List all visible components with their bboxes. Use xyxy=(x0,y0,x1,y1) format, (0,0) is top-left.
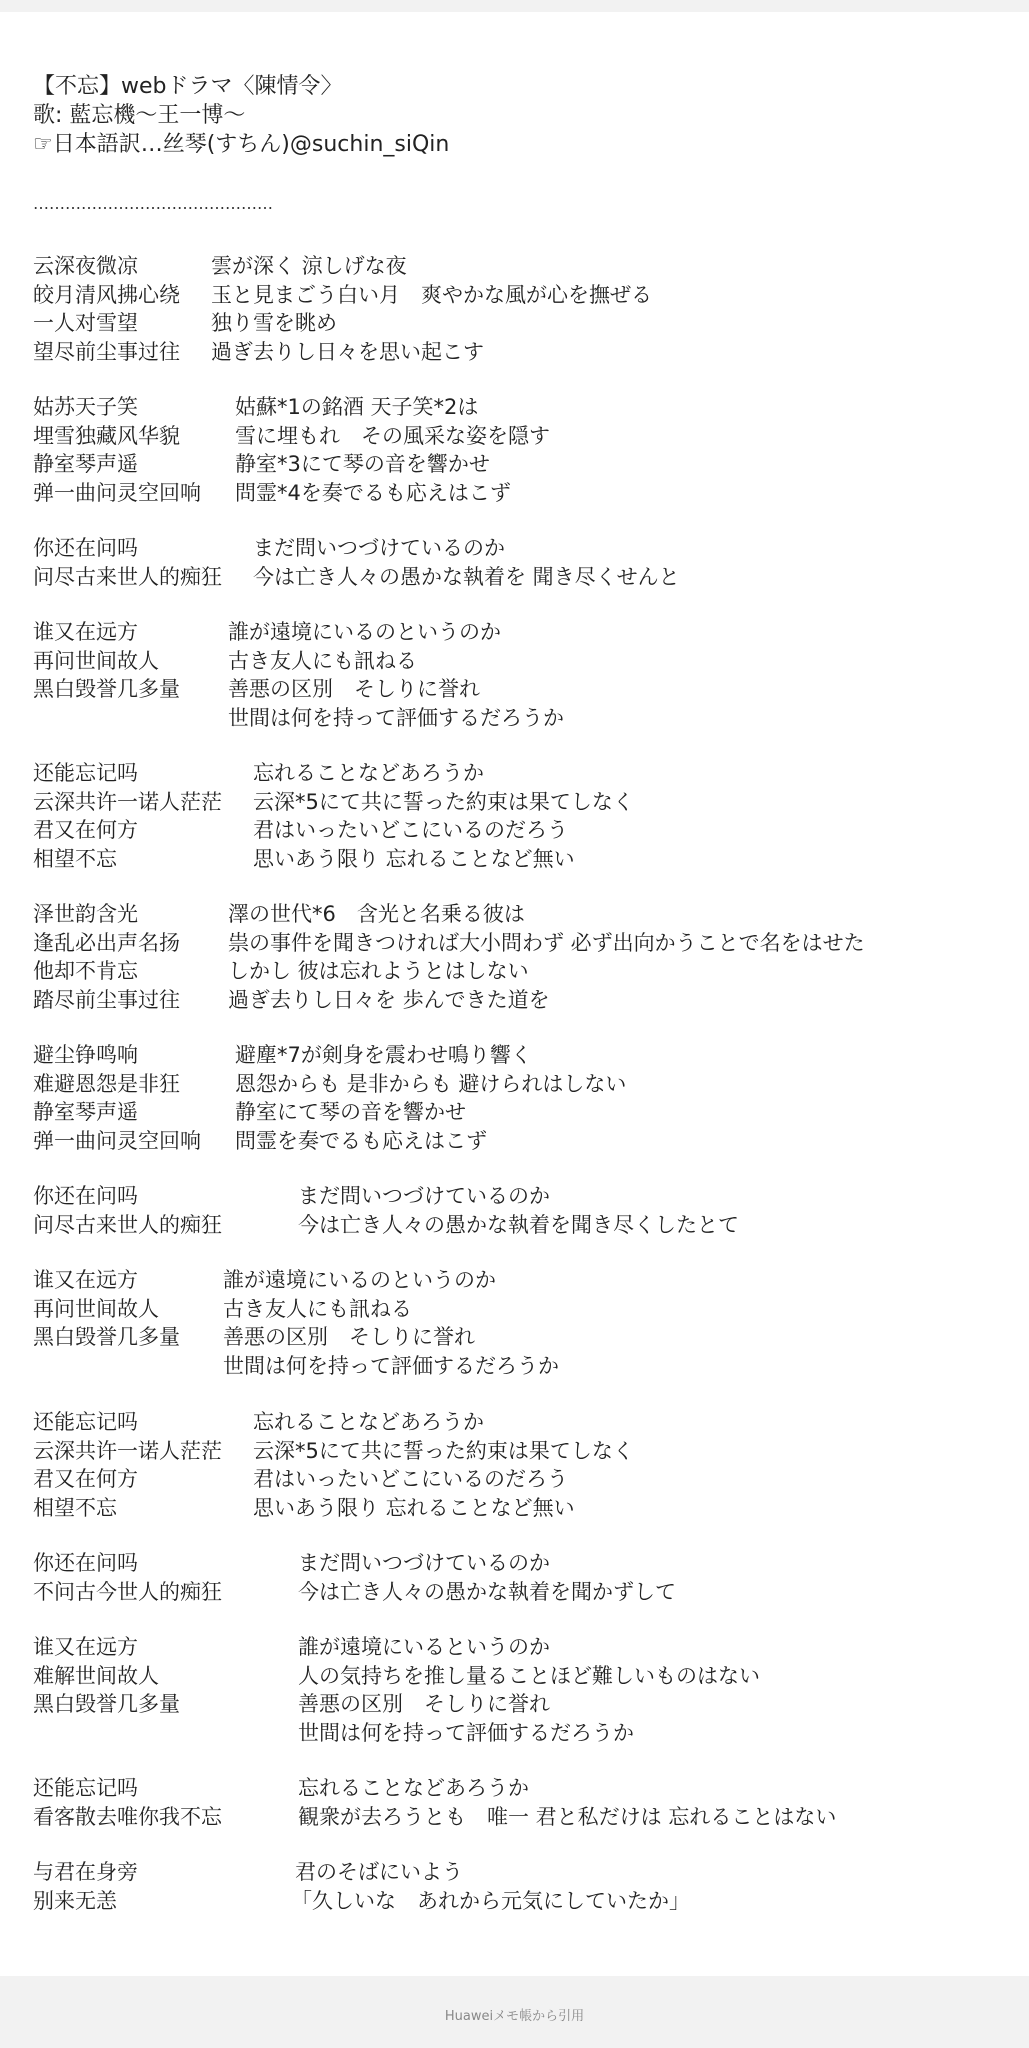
singer-line: 歌: 藍忘機〜王一博〜 xyxy=(33,103,246,128)
lyric-line xyxy=(33,788,1013,817)
song-title: 【不忘】webドラマ〈陳情令〉 xyxy=(33,74,343,99)
chinese-lyric: 相望不忘 xyxy=(33,846,117,871)
japanese-translation: 独り雪を眺め xyxy=(211,311,337,336)
japanese-translation: 過ぎ去りし日々を 歩んできた道を xyxy=(228,987,550,1012)
japanese-translation: 君はいったいどこにいるのだろう xyxy=(253,1467,568,1492)
lyric-line xyxy=(33,450,1013,479)
lyric-stanza xyxy=(33,1549,1013,1606)
chinese-lyric: 埋雪独藏风华貌 xyxy=(33,423,180,448)
lyric-line xyxy=(33,563,1013,592)
chinese-lyric: 逢乱必出声名扬 xyxy=(33,930,180,955)
chinese-lyric: 避尘铮鸣响 xyxy=(33,1043,138,1067)
japanese-translation: 世間は何を持って評価するだろうか xyxy=(298,1720,634,1745)
japanese-translation: 問霊を奏でるも応えはこず xyxy=(235,1128,487,1153)
japanese-translation: 善悪の区別 そしりに誉れ xyxy=(223,1325,475,1350)
memo-page xyxy=(0,12,1029,1976)
lyric-line xyxy=(33,1494,1013,1523)
lyric-line xyxy=(33,647,1013,676)
lyric-stanza xyxy=(33,900,1013,1014)
lyric-stanza xyxy=(33,534,1013,591)
japanese-translation: 今は亡き人々の愚かな執着を聞き尽くしたとて xyxy=(298,1212,739,1237)
chinese-lyric: 谁又在远方 xyxy=(33,1635,138,1659)
japanese-translation: 人の気持ちを推し量ることほど難しいものはない xyxy=(298,1663,760,1688)
lyric-line xyxy=(33,1127,1013,1156)
dotted-separator: ……………………………………… xyxy=(33,194,273,213)
lyric-line xyxy=(33,1887,1013,1916)
chinese-lyric: 相望不忘 xyxy=(33,1495,117,1520)
chinese-lyric: 静室琴声遥 xyxy=(33,1100,138,1125)
chinese-lyric: 再问世间故人 xyxy=(33,1296,159,1321)
japanese-translation: 云深*5にて共に誓った約束は果てしなく xyxy=(253,1438,634,1463)
japanese-translation: 祟の事件を聞きつければ大小問わず 必ず出向かうことで名をはせた xyxy=(228,930,865,955)
lyric-line xyxy=(33,1690,1013,1719)
lyric-line xyxy=(33,534,1013,563)
chinese-lyric: 黑白毁誉几多量 xyxy=(33,1325,180,1350)
japanese-translation: 忘れることなどあろうか xyxy=(253,761,484,785)
lyric-stanza xyxy=(33,1858,1013,1915)
lyric-line xyxy=(33,1041,1013,1070)
lyric-line xyxy=(33,957,1013,986)
japanese-translation: 忘れることなどあろうか xyxy=(298,1776,529,1800)
chinese-lyric: 君又在何方 xyxy=(33,818,138,843)
lyric-line xyxy=(33,1549,1013,1578)
japanese-translation: まだ問いつづけているのか xyxy=(298,1551,550,1575)
lyric-line xyxy=(33,309,1013,338)
lyric-line xyxy=(33,1211,1013,1240)
lyric-stanza xyxy=(33,393,1013,507)
japanese-translation: 思いあう限り 忘れることなど無い xyxy=(253,1495,575,1520)
footer-source-text: Huaweiメモ帳から引用 xyxy=(444,2009,585,2024)
japanese-translation: 避塵*7が剣身を震わせ鳴り響く xyxy=(235,1043,532,1067)
lyric-line xyxy=(33,252,1013,281)
japanese-translation: 玉と見まごう白い月 爽やかな風が心を撫ぜる xyxy=(211,282,652,307)
japanese-translation: 古き友人にも訊ねる xyxy=(223,1296,412,1321)
lyric-line xyxy=(33,1719,1013,1748)
japanese-translation: 静室*3にて琴の音を響かせ xyxy=(235,452,490,477)
lyric-line xyxy=(33,1858,1013,1887)
japanese-translation: 澤の世代*6 含光と名乗る彼は xyxy=(228,902,525,926)
japanese-translation: 雪に埋もれ その風采な姿を隠す xyxy=(235,423,550,448)
lyric-line xyxy=(33,422,1013,451)
japanese-translation: 静室にて琴の音を響かせ xyxy=(235,1100,466,1125)
lyric-stanza xyxy=(33,1408,1013,1522)
chinese-lyric: 不问古今世人的痴狂 xyxy=(33,1579,222,1604)
chinese-lyric: 难避恩怨是非狂 xyxy=(33,1071,180,1096)
japanese-translation: 誰が遠境にいるのというのか xyxy=(228,620,501,644)
lyric-line xyxy=(33,1803,1013,1832)
chinese-lyric: 黑白毁誉几多量 xyxy=(33,1692,180,1717)
lyric-line xyxy=(33,618,1013,647)
japanese-translation: まだ問いつづけているのか xyxy=(298,1184,550,1208)
lyric-line xyxy=(33,281,1013,310)
chinese-lyric: 谁又在远方 xyxy=(33,620,138,644)
japanese-translation: 思いあう限り 忘れることなど無い xyxy=(253,846,575,871)
lyric-line xyxy=(33,1323,1013,1352)
chinese-lyric: 还能忘记吗 xyxy=(33,1776,138,1800)
japanese-translation: 「久しいな あれから元気にしていたか」 xyxy=(291,1888,690,1913)
japanese-translation: 君のそばにいよう xyxy=(295,1860,463,1884)
memo-header xyxy=(33,72,449,159)
chinese-lyric: 问尽古来世人的痴狂 xyxy=(33,564,222,589)
chinese-lyric: 你还在问吗 xyxy=(33,1184,138,1208)
chinese-lyric: 别来无恙 xyxy=(33,1888,117,1913)
japanese-translation: 問霊*4を奏でるも応えはこず xyxy=(235,480,511,505)
chinese-lyric: 谁又在远方 xyxy=(33,1268,138,1292)
lyric-stanza xyxy=(33,1633,1013,1747)
lyric-line xyxy=(33,1578,1013,1607)
japanese-translation: 世間は何を持って評価するだろうか xyxy=(228,705,564,730)
lyric-line xyxy=(33,1662,1013,1691)
lyric-line xyxy=(33,1070,1013,1099)
lyric-line xyxy=(33,1408,1013,1437)
lyric-line xyxy=(33,900,1013,929)
lyric-line xyxy=(33,816,1013,845)
chinese-lyric: 弹一曲问灵空回响 xyxy=(33,480,201,505)
lyric-stanza xyxy=(33,1041,1013,1155)
chinese-lyric: 静室琴声遥 xyxy=(33,452,138,477)
translator-credit: ☞日本語訳…丝琴(すちん)@suchin_siQin xyxy=(33,132,450,157)
chinese-lyric: 泽世韵含光 xyxy=(33,902,138,926)
chinese-lyric: 你还在问吗 xyxy=(33,1551,138,1575)
lyric-line xyxy=(33,338,1013,367)
lyric-line xyxy=(33,704,1013,733)
japanese-translation: 姑蘇*1の銘酒 天子笑*2は xyxy=(235,395,479,419)
chinese-lyric: 你还在问吗 xyxy=(33,536,138,560)
lyric-line xyxy=(33,986,1013,1015)
chinese-lyric: 皎月清风拂心绕 xyxy=(33,282,180,307)
lyric-line xyxy=(33,1182,1013,1211)
japanese-translation: 君はいったいどこにいるのだろう xyxy=(253,818,568,843)
chinese-lyric: 云深夜微凉 xyxy=(33,254,138,278)
chinese-lyric: 还能忘记吗 xyxy=(33,1410,138,1434)
japanese-translation: 善悪の区別 そしりに誉れ xyxy=(298,1692,550,1717)
lyric-line xyxy=(33,929,1013,958)
chinese-lyric: 与君在身旁 xyxy=(33,1860,138,1884)
lyric-stanza xyxy=(33,759,1013,873)
chinese-lyric: 弹一曲问灵空回响 xyxy=(33,1128,201,1153)
japanese-translation: 誰が遠境にいるというのか xyxy=(298,1635,550,1659)
japanese-translation: 忘れることなどあろうか xyxy=(253,1410,484,1434)
chinese-lyric: 难解世间故人 xyxy=(33,1663,159,1688)
chinese-lyric: 云深共许一诺人茫茫 xyxy=(33,789,222,814)
japanese-translation: 今は亡き人々の愚かな執着を聞かずして xyxy=(298,1579,676,1604)
japanese-translation: まだ問いつづけているのか xyxy=(253,536,505,560)
chinese-lyric: 云深共许一诺人茫茫 xyxy=(33,1438,222,1463)
lyric-stanza xyxy=(33,1182,1013,1239)
chinese-lyric: 黑白毁誉几多量 xyxy=(33,677,180,702)
chinese-lyric: 望尽前尘事过往 xyxy=(33,339,180,364)
japanese-translation: 誰が遠境にいるのというのか xyxy=(223,1268,496,1292)
lyric-line xyxy=(33,1633,1013,1662)
lyric-line xyxy=(33,1437,1013,1466)
lyric-line xyxy=(33,479,1013,508)
lyric-line xyxy=(33,393,1013,422)
lyric-line xyxy=(33,759,1013,788)
lyric-line xyxy=(33,1098,1013,1127)
lyric-line xyxy=(33,675,1013,704)
chinese-lyric: 踏尽前尘事过往 xyxy=(33,987,180,1012)
chinese-lyric: 还能忘记吗 xyxy=(33,761,138,785)
japanese-translation: 云深*5にて共に誓った約束は果てしなく xyxy=(253,789,634,814)
lyric-line xyxy=(33,1774,1013,1803)
japanese-translation: 観衆が去ろうとも 唯一 君と私だけは 忘れることはない xyxy=(298,1804,837,1829)
lyric-stanza xyxy=(33,1266,1013,1380)
japanese-translation: 古き友人にも訊ねる xyxy=(228,648,417,673)
lyric-line xyxy=(33,1465,1013,1494)
chinese-lyric: 看客散去唯你我不忘 xyxy=(33,1804,222,1829)
lyric-line xyxy=(33,845,1013,874)
japanese-translation: しかし 彼は忘れようとはしない xyxy=(228,959,529,984)
chinese-lyric: 问尽古来世人的痴狂 xyxy=(33,1212,222,1237)
lyric-stanza xyxy=(33,1774,1013,1831)
japanese-translation: 世間は何を持って評価するだろうか xyxy=(223,1353,559,1378)
chinese-lyric: 一人对雪望 xyxy=(33,311,138,336)
chinese-lyric: 君又在何方 xyxy=(33,1467,138,1492)
japanese-translation: 善悪の区別 そしりに誉れ xyxy=(228,677,480,702)
lyric-line xyxy=(33,1352,1013,1381)
japanese-translation: 過ぎ去りし日々を思い起こす xyxy=(211,339,484,364)
japanese-translation: 恩怨からも 是非からも 避けられはしない xyxy=(235,1071,627,1096)
lyric-stanza xyxy=(33,618,1013,732)
chinese-lyric: 他却不肯忘 xyxy=(33,959,138,984)
japanese-translation: 今は亡き人々の愚かな執着を 聞き尽くせんと xyxy=(253,564,680,589)
lyric-line xyxy=(33,1295,1013,1324)
japanese-translation: 雲が深く 涼しげな夜 xyxy=(211,254,407,278)
chinese-lyric: 再问世间故人 xyxy=(33,648,159,673)
footer-bar xyxy=(0,1976,1029,2048)
chinese-lyric: 姑苏天子笑 xyxy=(33,395,138,419)
lyric-line xyxy=(33,1266,1013,1295)
lyric-stanza xyxy=(33,252,1013,366)
